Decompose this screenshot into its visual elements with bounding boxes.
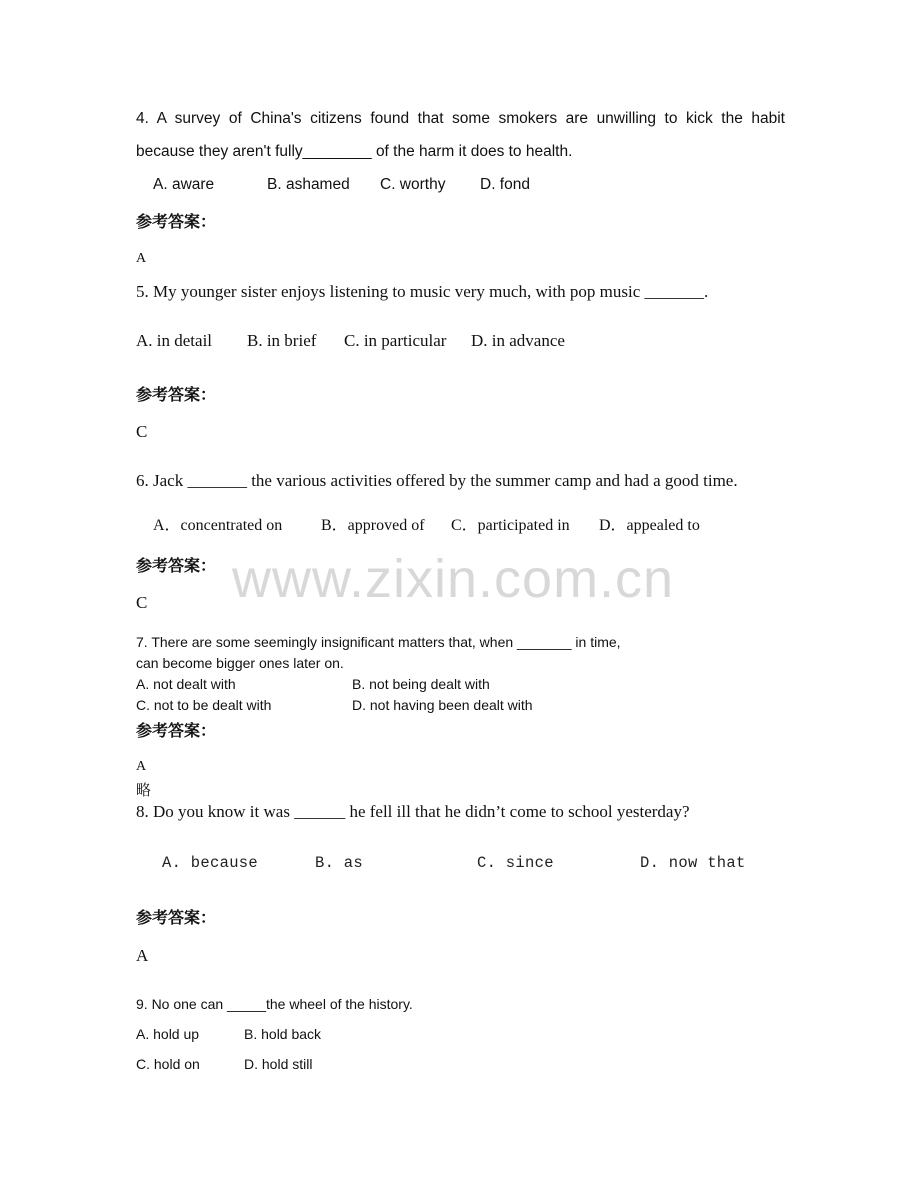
question-8-text: 8. Do you know it was ______ he fell ill that he didn’t come to school yesterday? <box>136 802 690 821</box>
question-8-answer: A <box>136 946 149 965</box>
watermark: www.zixin.com.cn <box>232 549 675 609</box>
question-8-option-a: A. because <box>162 854 259 872</box>
question-6-answer-label: 参考答案： <box>136 556 217 575</box>
question-6-option-d: D．appealed to <box>599 517 700 534</box>
question-8-option-b: B. as <box>315 854 364 872</box>
question-5-answer-label: 参考答案： <box>136 385 217 404</box>
question-7-answer-label: 参考答案： <box>136 721 217 740</box>
question-8-answer-label: 参考答案： <box>136 908 217 927</box>
question-7-option-c: C. not to be dealt with <box>136 697 272 713</box>
question-6-option-a: A．concentrated on <box>153 517 283 534</box>
question-4-option-b: B. ashamed <box>267 176 350 193</box>
question-9-option-c: C. hold on <box>136 1056 200 1072</box>
question-5-answer: C <box>136 422 148 441</box>
question-7-answer: A <box>136 759 147 774</box>
question-4-option-d: D. fond <box>480 176 530 193</box>
question-9-option-b: B. hold back <box>244 1026 322 1042</box>
question-4-line-2: because they aren't fully________ of the harm it does to health. <box>136 143 573 160</box>
question-4-answer-label: 参考答案： <box>136 212 217 231</box>
question-7-option-b: B. not being dealt with <box>352 676 490 692</box>
question-4-option-a: A. aware <box>153 176 215 193</box>
question-7-option-a: A. not dealt with <box>136 676 236 692</box>
question-6-text: 6. Jack _______ the various activities offered by the summer camp and had a good time. <box>136 471 738 490</box>
question-9-option-a: A. hold up <box>136 1026 200 1042</box>
question-4-answer: A <box>136 251 147 266</box>
question-4-option-c: C. worthy <box>380 176 446 193</box>
question-7-line-1: 7. There are some seemingly insignificant matters that, when _______ in time, <box>136 634 621 650</box>
question-6-option-c: C．participated in <box>451 517 570 534</box>
question-8-option-d: D. now that <box>640 854 746 872</box>
question-6-option-b: B．approved of <box>321 517 425 534</box>
question-6-answer: C <box>136 593 148 612</box>
question-7-option-d: D. not having been dealt with <box>352 697 533 713</box>
question-4-line-1: 4. A survey of China's citizens found that some smokers are unwilling to kick the habit <box>136 110 785 127</box>
question-5-option-b: B. in brief <box>247 331 317 350</box>
question-5-option-d: D. in advance <box>471 331 565 350</box>
question-5-option-c: C. in particular <box>344 331 447 350</box>
question-8-option-c: C. since <box>477 854 554 872</box>
question-7-line-2: can become bigger ones later on. <box>136 655 344 671</box>
question-5-text: 5. My younger sister enjoys listening to music very much, with pop music _______. <box>136 282 709 301</box>
question-9-text: 9. No one can _____the wheel of the history. <box>136 996 413 1012</box>
question-7-note: 略 <box>136 783 152 799</box>
question-9-option-d: D. hold still <box>244 1056 313 1072</box>
question-5-option-a: A. in detail <box>136 331 213 350</box>
